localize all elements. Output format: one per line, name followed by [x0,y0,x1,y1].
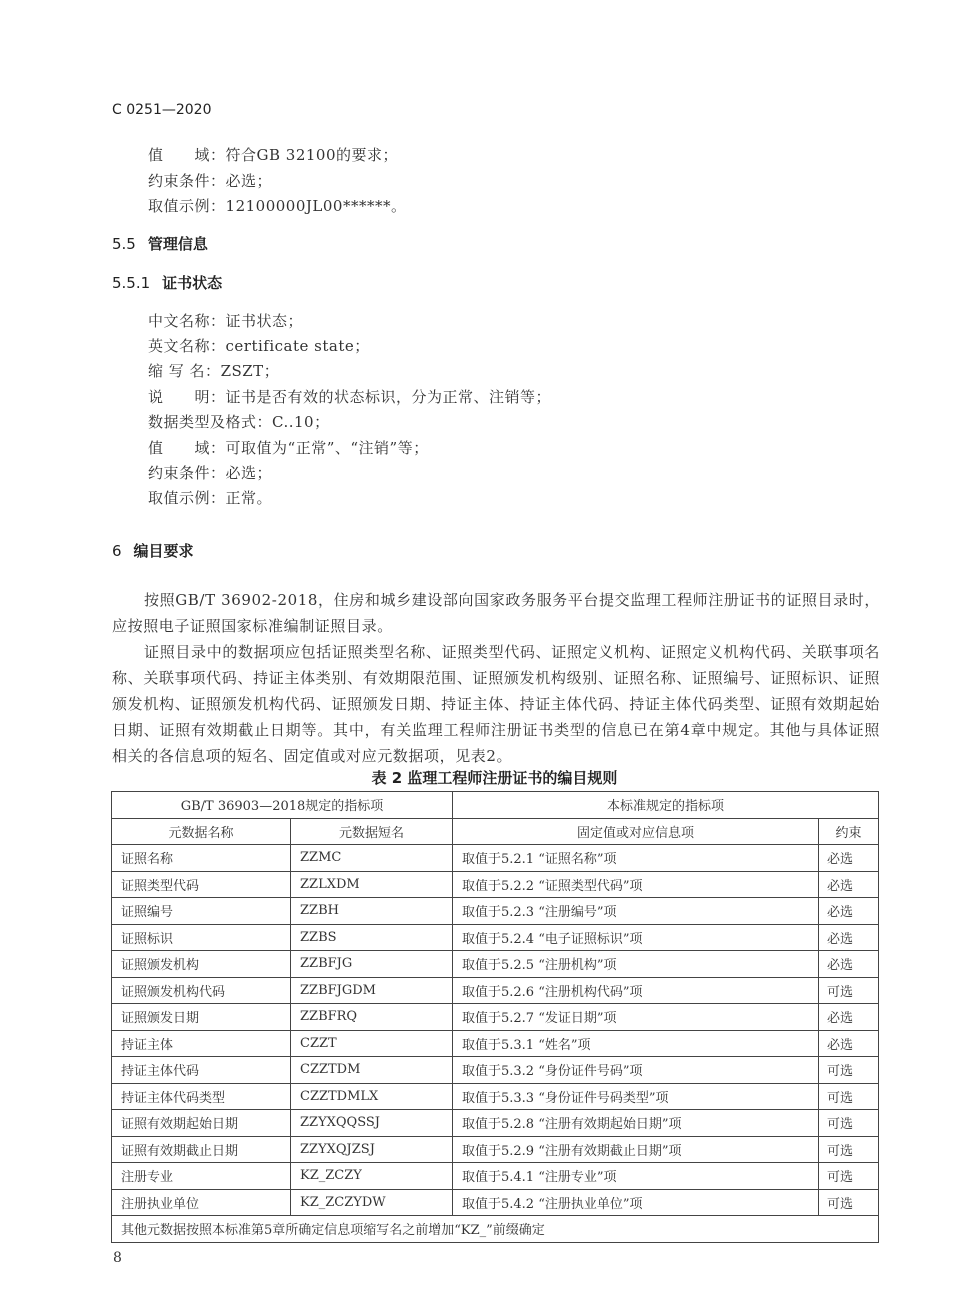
metadata-short-name-cell: CZZT [291,1030,453,1057]
field-value: 必选； [225,172,273,190]
metadata-name-cell: 持证主体代码类型 [112,1083,291,1110]
metadata-name-cell: 证照颁发日期 [112,1004,291,1031]
field-value: 证书状态； [225,312,304,330]
fixed-value-or-source-cell: 取值于5.4.2 “注册执业单位”项 [453,1189,819,1216]
constraint-cell: 必选 [819,951,879,978]
field-line: 说 明：证书是否有效的状态标识，分为正常、注销等； [148,388,552,406]
fixed-value-or-source-cell: 取值于5.2.8 “注册有效期起始日期”项 [453,1110,819,1137]
field-line: 中文名称：证书状态； [148,312,304,330]
column-header: 元数据短名 [291,818,453,845]
metadata-name-cell: 证照标识 [112,924,291,951]
fixed-value-or-source-cell: 取值于5.3.1 “姓名”项 [453,1030,819,1057]
table-row [112,1163,879,1190]
fixed-value-or-source-cell: 取值于5.2.5 “注册机构”项 [453,951,819,978]
section-heading-6 [112,540,194,561]
constraint-cell: 必选 [819,845,879,872]
constraint-cell: 可选 [819,1083,879,1110]
metadata-name-cell: 证照编号 [112,898,291,925]
field-value: 符合GB 32100的要求； [225,146,399,164]
fixed-value-or-source-cell: 取值于5.3.3 “身份证件号码类型”项 [453,1083,819,1110]
paragraph [112,587,880,639]
metadata-short-name-cell: KZ_ZCZY [291,1163,453,1190]
field-value: 必选； [225,464,273,482]
table-row [112,1057,879,1084]
fixed-value-or-source-cell: 取值于5.2.2 “证照类型代码”项 [453,871,819,898]
metadata-name-cell: 证照有效期截止日期 [112,1136,291,1163]
field-value: ZSZT； [220,362,280,380]
section-number: 6 [112,542,122,560]
table-row [112,898,879,925]
table-row [112,924,879,951]
field-label: 缩 写 名 [148,362,206,380]
group-header-this-standard: 本标准规定的指标项 [453,792,879,819]
section-heading-5-5 [112,233,208,254]
metadata-name-cell: 证照颁发机构代码 [112,977,291,1004]
field-value: C..10； [272,413,330,431]
table-row [112,1083,879,1110]
constraint-cell: 必选 [819,871,879,898]
constraint-cell: 必选 [819,1004,879,1031]
constraint-cell: 可选 [819,977,879,1004]
field-line: 取值示例：正常。 [148,489,273,507]
field-line: 约束条件：必选； [148,172,273,190]
field-label: 值 域 [148,439,211,457]
metadata-short-name-cell: ZZYXQQSSJ [291,1110,453,1137]
field-label: 中文名称 [148,312,211,330]
field-line: 取值示例：12100000JL00******。 [148,197,407,215]
table-row [112,977,879,1004]
table-row [112,1030,879,1057]
field-label: 说 明 [148,388,211,406]
metadata-short-name-cell: CZZTDMLX [291,1083,453,1110]
section-title: 证书状态 [162,274,223,292]
metadata-short-name-cell: ZZBFJG [291,951,453,978]
constraint-cell: 可选 [819,1110,879,1137]
metadata-short-name-cell: KZ_ZCZYDW [291,1189,453,1216]
constraint-cell: 可选 [819,1189,879,1216]
field-value: 可取值为“正常”、“注销”等； [225,439,429,457]
field-line: 缩 写 名：ZSZT； [148,362,280,380]
paragraph [112,639,880,769]
metadata-name-cell: 证照有效期起始日期 [112,1110,291,1137]
fixed-value-or-source-cell: 取值于5.4.1 “注册专业”项 [453,1163,819,1190]
table-column-header-row [112,818,879,845]
field-label: 英文名称 [148,337,211,355]
metadata-short-name-cell: ZZBS [291,924,453,951]
metadata-short-name-cell: ZZLXDM [291,871,453,898]
table-row [112,1136,879,1163]
metadata-name-cell: 证照颁发机构 [112,951,291,978]
document-code-header: C 0251—2020 [112,102,212,118]
fixed-value-or-source-cell: 取值于5.2.3 “注册编号”项 [453,898,819,925]
section-title: 管理信息 [147,235,208,253]
metadata-short-name-cell: ZZBFJGDM [291,977,453,1004]
table-row [112,871,879,898]
column-header: 固定值或对应信息项 [453,818,819,845]
metadata-name-cell: 持证主体 [112,1030,291,1057]
fixed-value-or-source-cell: 取值于5.2.7 “发证日期”项 [453,1004,819,1031]
field-line: 数据类型及格式：C..10； [148,413,330,431]
constraint-cell: 必选 [819,924,879,951]
constraint-cell: 必选 [819,898,879,925]
table-row [112,845,879,872]
metadata-name-cell: 证照名称 [112,845,291,872]
field-line: 约束条件：必选； [148,464,273,482]
constraint-cell: 可选 [819,1057,879,1084]
field-line: 英文名称：certificate state； [148,337,370,355]
table-footer-note: 其他元数据按照本标准第5章所确定信息项缩写名之前增加“KZ_”前缀确定 [112,1216,879,1243]
group-header-gbt: GB/T 36903—2018规定的指标项 [112,792,453,819]
field-value: 正常。 [225,489,273,507]
cataloging-rules-table [111,791,879,1243]
metadata-name-cell: 注册执业单位 [112,1189,291,1216]
table-row [112,1004,879,1031]
section-number: 5.5.1 [112,274,151,292]
fixed-value-or-source-cell: 取值于5.2.4 “电子证照标识”项 [453,924,819,951]
metadata-name-cell: 注册专业 [112,1163,291,1190]
constraint-cell: 可选 [819,1163,879,1190]
field-value: 证书是否有效的状态标识，分为正常、注销等； [225,388,552,406]
section-title: 编目要求 [133,542,194,560]
metadata-short-name-cell: CZZTDM [291,1057,453,1084]
fixed-value-or-source-cell: 取值于5.2.1 “证照名称”项 [453,845,819,872]
paragraph-text: 按照GB/T 36902-2018，住房和城乡建设部向国家政务服务平台提交监理工程师注册证书的证照目录时，应按照电子证照国家标准编制证照目录。 [112,591,880,635]
fixed-value-or-source-cell: 取值于5.2.9 “注册有效期截止日期”项 [453,1136,819,1163]
table-row [112,951,879,978]
field-label: 值 域 [148,146,211,164]
metadata-name-cell: 证照类型代码 [112,871,291,898]
fixed-value-or-source-cell: 取值于5.3.2 “身份证件号码”项 [453,1057,819,1084]
metadata-short-name-cell: ZZBH [291,898,453,925]
constraint-cell: 可选 [819,1136,879,1163]
constraint-cell: 必选 [819,1030,879,1057]
field-line: 值 域：符合GB 32100的要求； [148,146,399,164]
field-label: 数据类型及格式 [148,413,257,431]
section-number: 5.5 [112,235,136,253]
table-caption: 表 2 监理工程师注册证书的编目规则 [371,769,618,787]
page-number: 8 [113,1250,122,1266]
fixed-value-or-source-cell: 取值于5.2.6 “注册机构代码”项 [453,977,819,1004]
field-label: 取值示例 [148,489,211,507]
field-label: 约束条件 [148,464,211,482]
column-header: 元数据名称 [112,818,291,845]
table-group-header-row [112,792,879,819]
section-heading-5-5-1 [112,272,222,293]
metadata-name-cell: 持证主体代码 [112,1057,291,1084]
field-label: 取值示例 [148,197,211,215]
column-header: 约束 [819,818,879,845]
table-footer-row [112,1216,879,1243]
table-row [112,1110,879,1137]
field-label: 约束条件 [148,172,211,190]
metadata-short-name-cell: ZZBFRQ [291,1004,453,1031]
field-line: 值 域：可取值为“正常”、“注销”等； [148,439,429,457]
table-row [112,1189,879,1216]
metadata-short-name-cell: ZZMC [291,845,453,872]
field-value: certificate state； [225,337,370,355]
metadata-short-name-cell: ZZYXQJZSJ [291,1136,453,1163]
field-value: 12100000JL00******。 [225,197,407,215]
paragraph-text: 证照目录中的数据项应包括证照类型名称、证照类型代码、证照定义机构、证照定义机构代码、关联事项名称、关联事项代码、持证主体类别、有效期限范围、证照颁发机构级别、证照名称、证照编号、证照标识、证照颁发机构、证照颁发机构代码、证照颁发日期、持证主体、持证主体代码、持证主体代码类型、证照有效期起始日期、证照有效期截止日期等。其中，有关监理工程师注册证书类型的信息已在第4章中规定。其他与具体证照相关的各信息项的短名、固定值或对应元数据项，见表2。 [112,643,880,765]
